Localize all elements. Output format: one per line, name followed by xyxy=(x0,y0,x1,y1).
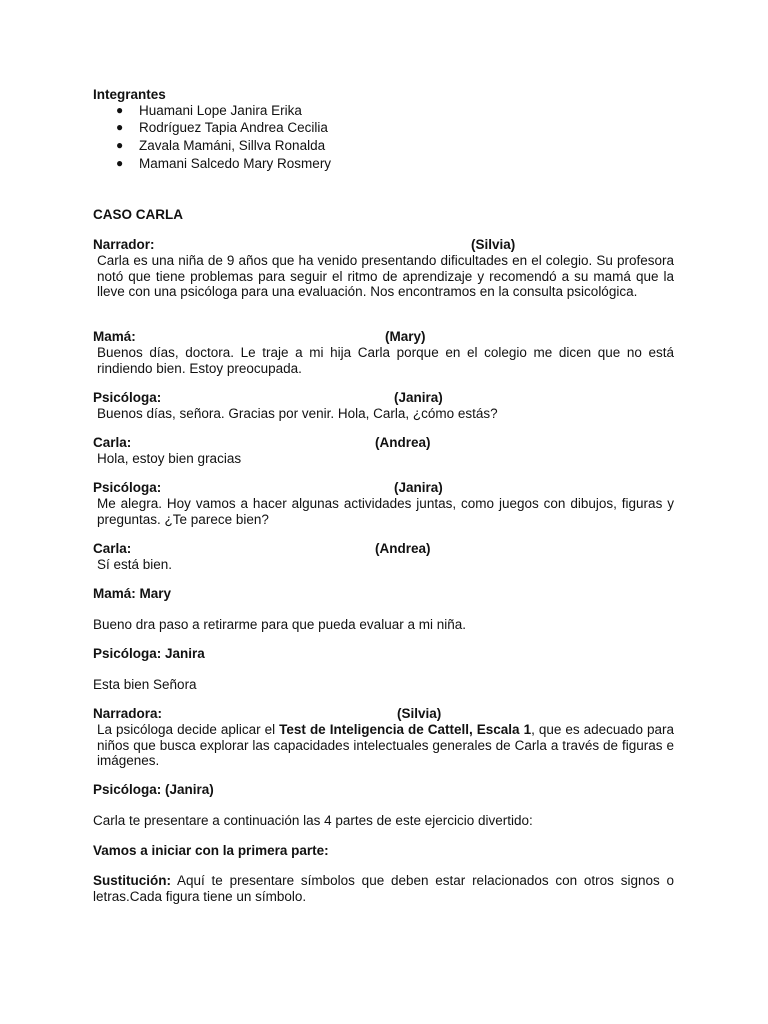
scene-carla-2 xyxy=(93,541,674,573)
dialogue-text: Buenos días, señora. Gracias por venir. Hola, Carla, ¿cómo estás? xyxy=(97,406,498,421)
speaker-role: Carla: xyxy=(93,541,132,556)
member-name: Rodríguez Tapia Andrea Cecilia xyxy=(139,120,328,136)
speaker-actor: (Mary) xyxy=(385,329,426,344)
speaker-role: Narradora: xyxy=(93,706,163,721)
bullet-icon: ● xyxy=(116,155,124,170)
case-title: CASO CARLA xyxy=(93,207,183,222)
dialogue-text xyxy=(93,722,674,769)
members-section xyxy=(93,87,674,173)
speaker-line xyxy=(93,329,674,345)
bullet-icon: ● xyxy=(116,120,124,135)
speaker-actor: (Andrea) xyxy=(375,435,431,450)
speaker-heading: Psicóloga: (Janira) xyxy=(93,782,214,797)
member-name: Mamani Salcedo Mary Rosmery xyxy=(139,155,332,171)
member-name: Huamani Lope Janira Erika xyxy=(139,102,302,118)
scene-narrator-1 xyxy=(93,237,674,300)
scene-psychologist-2 xyxy=(93,480,674,527)
dialogue-text: Hola, estoy bien gracias xyxy=(97,451,242,466)
speaker-role: Psicóloga: xyxy=(93,390,162,405)
list-item xyxy=(93,156,674,174)
dialogue-text: Esta bien Señora xyxy=(93,677,197,692)
section-heading: Vamos a iniciar con la primera parte: xyxy=(93,843,329,858)
dialogue-text: Sí está bien. xyxy=(97,557,173,572)
speaker-role: Mamá: xyxy=(93,329,136,344)
scene-narrator-2 xyxy=(93,706,674,769)
speaker-role: Carla: xyxy=(93,435,132,450)
text-segment: La psicóloga decide aplicar el xyxy=(97,722,280,737)
list-item xyxy=(93,103,674,121)
list-item xyxy=(93,138,674,156)
speaker-role: Narrador: xyxy=(93,237,155,252)
speaker-actor: (Janira) xyxy=(394,480,443,495)
speaker-line xyxy=(93,435,674,451)
speaker-heading: Psicóloga: Janira xyxy=(93,646,205,661)
speaker-line xyxy=(93,390,674,406)
speaker-line xyxy=(93,706,674,722)
dialogue-text: Carla te presentare a continuación las 4 partes de este ejercicio divertido: xyxy=(93,813,533,828)
text-segment: , que es adecuado para niños que busca explorar las capacidades intelectuales generales de Carla a través de figuras e imágenes. xyxy=(97,722,674,768)
scene-psychologist-1 xyxy=(93,390,674,422)
dialogue-text: Buenos días, doctora. Le traje a mi hija Carla porque en el colegio me dicen que no está rindiendo bien. Estoy preocupada. xyxy=(97,345,674,376)
speaker-actor: (Silvia) xyxy=(397,706,442,721)
dialogue-text: Me alegra. Hoy vamos a hacer algunas actividades juntas, como juegos con dibujos, figuras y preguntas. ¿Te parece bien? xyxy=(97,496,674,527)
substitution-text: Aquí te presentare símbolos que deben estar relacionados con otros signos o letras.Cada figura tiene un símbolo. xyxy=(93,873,674,904)
speaker-line xyxy=(93,237,674,253)
dialogue-text: Carla es una niña de 9 años que ha venido presentando dificultades en el colegio. Su profesora notó que tiene problemas para seguir el ritmo de aprendizaje y recomendó a su mamá que la lleve con una psicóloga para una evaluación. Nos encontramos en la consulta psicológica. xyxy=(97,253,674,299)
members-heading: Integrantes xyxy=(93,87,166,102)
substitution-label: Sustitución: xyxy=(93,873,171,888)
speaker-actor: (Janira) xyxy=(394,390,443,405)
member-name: Zavala Mamáni, Sillva Ronalda xyxy=(139,137,326,153)
scene-mom-1 xyxy=(93,329,674,376)
speaker-role: Psicóloga: xyxy=(93,480,162,495)
substitution-paragraph xyxy=(93,873,674,904)
bullet-icon: ● xyxy=(116,102,124,117)
list-item xyxy=(93,120,674,138)
speaker-actor: (Andrea) xyxy=(375,541,431,556)
speaker-actor: (Silvia) xyxy=(471,237,516,252)
speaker-line xyxy=(93,541,674,557)
test-name: Test de Inteligencia de Cattell, Escala 1 xyxy=(279,722,532,737)
speaker-heading: Mamá: Mary xyxy=(93,586,172,601)
scene-carla-1 xyxy=(93,435,674,467)
dialogue-text: Bueno dra paso a retirarme para que pueda evaluar a mi niña. xyxy=(93,617,466,632)
speaker-line xyxy=(93,480,674,496)
bullet-icon: ● xyxy=(116,137,124,152)
members-list xyxy=(93,103,674,174)
